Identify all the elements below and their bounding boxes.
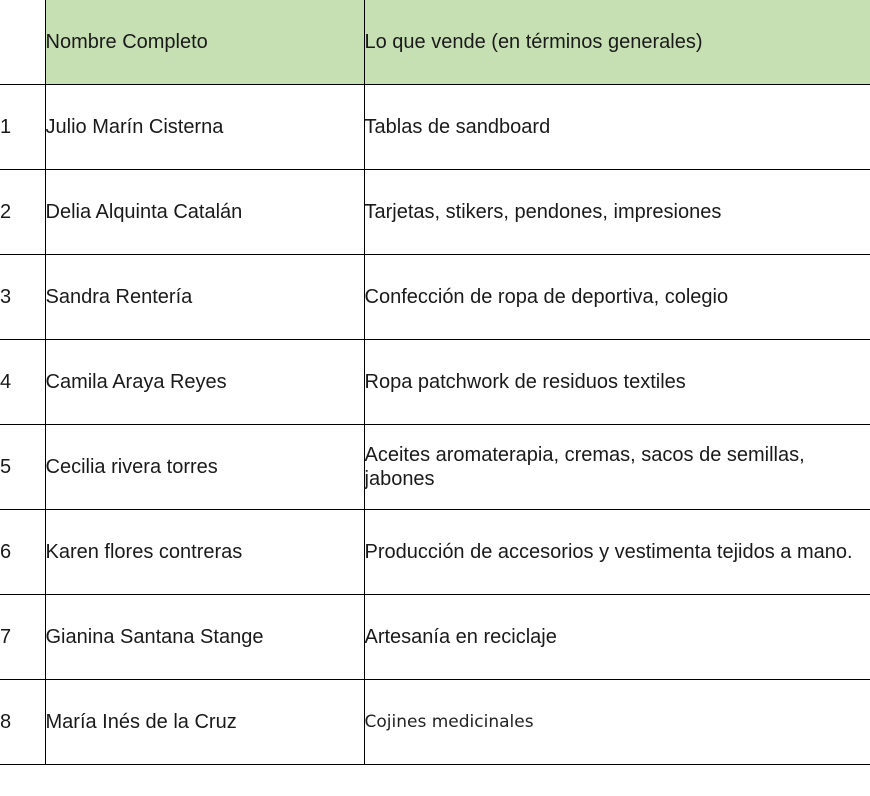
- row-number: 4: [0, 340, 45, 425]
- row-name: Sandra Rentería: [45, 255, 364, 340]
- table-row: [0, 255, 870, 340]
- row-sells: Ropa patchwork de residuos textiles: [364, 340, 870, 425]
- table-row: [0, 340, 870, 425]
- row-name: Camila Araya Reyes: [45, 340, 364, 425]
- row-number: 2: [0, 170, 45, 255]
- row-sells: Producción de accesorios y vestimenta tejidos a mano.: [364, 510, 870, 595]
- row-sells: Aceites aromaterapia, cremas, sacos de semillas, jabones: [364, 425, 870, 510]
- row-sells: Cojines medicinales: [364, 680, 870, 765]
- row-sells: Tablas de sandboard: [364, 85, 870, 170]
- header-cell-number: [0, 0, 45, 85]
- row-name: Cecilia rivera torres: [45, 425, 364, 510]
- row-number: 1: [0, 85, 45, 170]
- row-sells: Confección de ropa de deportiva, colegio: [364, 255, 870, 340]
- row-number: 5: [0, 425, 45, 510]
- row-name: Gianina Santana Stange: [45, 595, 364, 680]
- row-sells: Tarjetas, stikers, pendones, impresiones: [364, 170, 870, 255]
- header-row: [0, 0, 870, 85]
- table-row: [0, 170, 870, 255]
- row-name: Julio Marín Cisterna: [45, 85, 364, 170]
- table-row: [0, 510, 870, 595]
- row-number: 3: [0, 255, 45, 340]
- row-name: María Inés de la Cruz: [45, 680, 364, 765]
- table-row: [0, 595, 870, 680]
- header-cell-name: Nombre Completo: [45, 0, 364, 85]
- row-number: 8: [0, 680, 45, 765]
- row-sells: Artesanía en reciclaje: [364, 595, 870, 680]
- header-cell-sells: Lo que vende (en términos generales): [364, 0, 870, 85]
- row-name: Karen flores contreras: [45, 510, 364, 595]
- row-name: Delia Alquinta Catalán: [45, 170, 364, 255]
- table-row: [0, 680, 870, 765]
- table-row: [0, 425, 870, 510]
- row-number: 7: [0, 595, 45, 680]
- table-row: [0, 85, 870, 170]
- row-number: 6: [0, 510, 45, 595]
